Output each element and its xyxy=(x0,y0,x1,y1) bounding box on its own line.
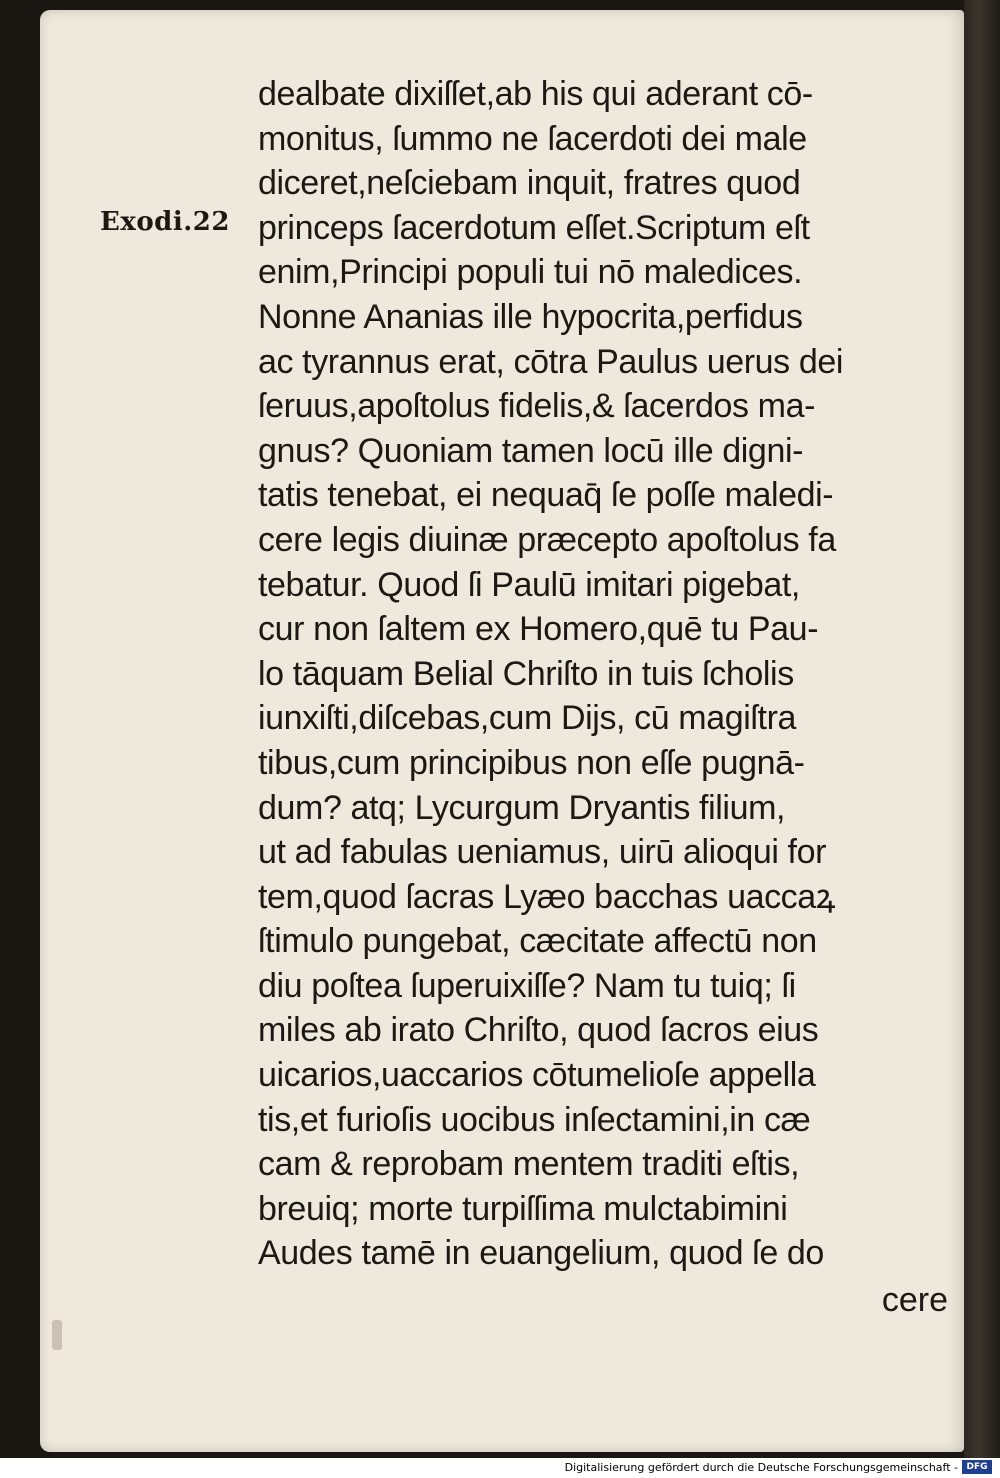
text-line: cam & reprobam mentem traditi eſtis, xyxy=(258,1145,800,1184)
text-line: gnus? Quoniam tamen locū ille digni- xyxy=(258,431,804,470)
marginal-note: Exodi.22 xyxy=(100,207,230,237)
text-line: tem,quod ſacras Lyæo bacchas uaccaꝝ xyxy=(258,877,836,916)
text-line: monitus, ſummo ne ſacerdoti dei male xyxy=(258,119,807,158)
catchword: cere xyxy=(881,1281,948,1319)
text-line: ut ad fabulas ueniamus, uirū alioqui for xyxy=(258,833,827,872)
book-edge xyxy=(964,0,1000,1458)
text-line: enim,Principi populi tui nō maledices. xyxy=(258,253,803,292)
text-line: dum? atq; Lycurgum Dryantis filium, xyxy=(258,788,786,827)
text-line: cur non ſaltem ex Homero,quē tu Pau- xyxy=(258,610,819,649)
page-blemish xyxy=(52,1320,62,1350)
text-line: miles ab irato Chriſto, quod ſacros eius xyxy=(258,1011,819,1050)
text-line: Audes tamē in euangelium, quod ſe do xyxy=(258,1234,824,1273)
text-line: cere legis diuinæ præcepto apoſtolus fa xyxy=(258,520,836,559)
text-block xyxy=(258,72,958,1276)
text-line: Nonne Ananias ille hypocrita,perfidus xyxy=(258,297,803,336)
text-line: tis,et furioſis uocibus inſectamini,in cæ xyxy=(258,1100,811,1139)
text-line: tebatur. Quod ſi Paulū imitari pigebat, xyxy=(258,565,800,604)
text-line: tatis tenebat, ei nequaq̄ ſe poſſe maledi- xyxy=(258,476,834,515)
text-line: diceret,neſciebam inquit, fratres quod xyxy=(258,164,801,203)
text-line: princeps ſacerdotum eſſet.Scriptum eſt xyxy=(258,208,810,247)
text-line: ſeruus,apoſtolus fidelis,& ſacerdos ma- xyxy=(258,387,816,426)
text-line: iunxiſti,diſcebas,cum Dijs, cū magiſtra xyxy=(258,699,797,738)
text-line: dealbate dixiſſet,ab his qui aderant cō- xyxy=(258,75,813,113)
text-line: uicarios,uaccarios cōtumelioſe appella xyxy=(258,1056,816,1095)
text-line: tibus,cum principibus non eſſe pugnā- xyxy=(258,743,805,782)
text-line: lo tāquam Belial Chriſto in tuis ſcholis xyxy=(258,654,794,693)
dfg-logo: DFG xyxy=(962,1460,992,1474)
funding-credit: Digitalisierung gefördert durch die Deutsche Forschungsgemeinschaft - xyxy=(564,1461,958,1474)
text-line: breuiq; morte turpiſſima mulctabimini xyxy=(258,1189,788,1228)
text-line: ac tyrannus erat, cōtra Paulus uerus dei xyxy=(258,342,843,381)
text-line: diu poſtea ſuperuixiſſe? Nam tu tuiq; ſi xyxy=(258,966,796,1005)
text-line: ſtimulo pungebat, cæcitate affectū non xyxy=(258,922,817,961)
